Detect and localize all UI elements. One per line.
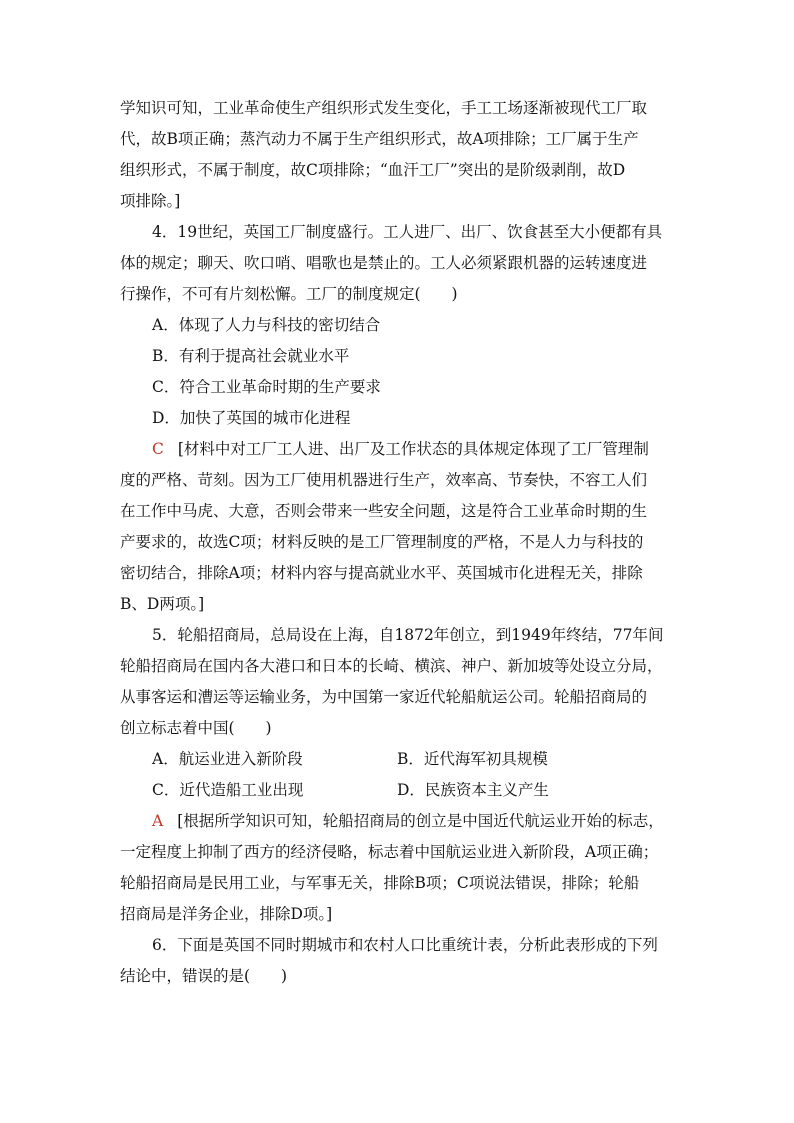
option-left: A．航运业进入新阶段 [152, 750, 303, 768]
answer-line [120, 806, 676, 837]
line-text: 创立标志着中国( ) [120, 719, 272, 737]
text-line [120, 899, 676, 930]
line-text: 在工作中马虎、大意，否则会带来一些安全问题，这是符合工业革命时期的生 [120, 502, 648, 520]
text-line [120, 465, 676, 496]
option-row [120, 775, 676, 806]
option-line [120, 310, 676, 341]
line-text: 体的规定；聊天、吹口哨、唱歌也是禁止的。工人必须紧跟机器的运转速度进 [120, 254, 648, 272]
text-line [120, 558, 676, 589]
text-line [120, 186, 676, 217]
line-text: [材料中对工厂工人进、出厂及工作状态的具体规定体现了工厂管理制 [177, 440, 649, 458]
line-text: 4．19世纪，英国工厂制度盛行。工人进厂、出厂、饮食甚至大小便都有具 [152, 223, 663, 241]
text-line [120, 248, 676, 279]
text-line [120, 155, 676, 186]
text-line [120, 930, 676, 961]
text-line [120, 527, 676, 558]
document-body [120, 93, 676, 992]
text-line [120, 713, 676, 744]
line-text: C．符合工业革命时期的生产要求 [152, 378, 381, 396]
line-text: 产要求的，故选C项；材料反映的是工厂管理制度的严格，不是人力与科技的 [120, 533, 644, 551]
line-text: B、D两项。] [120, 595, 205, 613]
line-text: A．体现了人力与科技的密切结合 [152, 316, 381, 334]
line-text: 结论中，错误的是( ) [120, 967, 288, 985]
option-right: B．近代海军初具规模 [397, 750, 548, 768]
text-line [120, 496, 676, 527]
line-text: 组织形式，不属于制度，故C项排除；“血汗工厂”突出的是阶级剥削，故D [120, 161, 626, 179]
line-text: 项排除。] [120, 192, 181, 210]
line-text: B．有利于提高社会就业水平 [152, 347, 350, 365]
line-text: 行操作，不可有片刻松懈。工厂的制度规定( ) [120, 285, 458, 303]
answer-letter: A [152, 812, 164, 830]
line-text: 一定程度上抑制了西方的经济侵略，标志着中国航运业进入新阶段，A项正确； [120, 843, 659, 861]
text-line [120, 124, 676, 155]
text-line [120, 961, 676, 992]
line-text: 度的严格、苛刻。因为工厂使用机器进行生产，效率高、节奏快，不容工人们 [120, 471, 648, 489]
option-right: D．民族资本主义产生 [397, 781, 549, 799]
text-line [120, 93, 676, 124]
option-line [120, 372, 676, 403]
line-text: 轮船招商局在国内各大港口和日本的长崎、横滨、神户、新加坡等处设立分局， [120, 657, 663, 675]
line-text: 轮船招商局是民用工业，与军事无关，排除B项；C项说法错误，排除；轮船 [120, 874, 640, 892]
option-line [120, 403, 676, 434]
line-text: D．加快了英国的城市化进程 [152, 409, 351, 427]
text-line [120, 651, 676, 682]
text-line [120, 217, 676, 248]
line-text: [根据所学知识可知，轮船招商局的创立是中国近代航运业开始的标志， [177, 812, 664, 830]
line-text: 招商局是洋务企业，排除D项。] [120, 905, 333, 923]
text-line [120, 589, 676, 620]
answer-letter: C [152, 440, 164, 458]
text-line [120, 868, 676, 899]
line-text: 密切结合，排除A项；材料内容与提高就业水平、英国城市化进程无关，排除 [120, 564, 643, 582]
option-row [120, 744, 676, 775]
text-line [120, 279, 676, 310]
line-text: 6．下面是英国不同时期城市和农村人口比重统计表，分析此表形成的下列 [152, 936, 658, 954]
option-left: C．近代造船工业出现 [152, 781, 304, 799]
line-text: 学知识可知，工业革命使生产组织形式发生变化，手工工场逐渐被现代工厂取 [120, 99, 648, 117]
option-line [120, 341, 676, 372]
line-text: 代，故B项正确；蒸汽动力不属于生产组织形式，故A项排除；工厂属于生产 [120, 130, 639, 148]
line-text: 从事客运和漕运等运输业务，为中国第一家近代轮船航运公司。轮船招商局的 [120, 688, 648, 706]
answer-line [120, 434, 676, 465]
text-line [120, 837, 676, 868]
line-text: 5．轮船招商局，总局设在上海，自1872年创立，到1949年终结，77年间 [152, 626, 664, 644]
text-line [120, 682, 676, 713]
text-line [120, 620, 676, 651]
